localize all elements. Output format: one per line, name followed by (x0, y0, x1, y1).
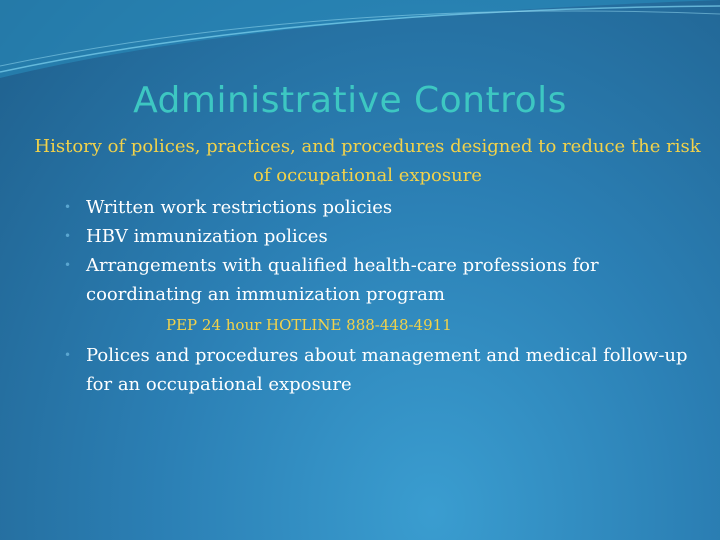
list-item (64, 193, 704, 222)
bullet-text: HBV immunization polices (86, 226, 328, 247)
slide-title: Administrative Controls (133, 80, 567, 121)
bullet-icon: • (64, 200, 72, 214)
slide-subtitle: History of polices, practices, and procedures designed to reduce the risk of occupational exposure (34, 136, 701, 186)
bullet-list (64, 193, 704, 399)
bullet-text: Written work restrictions policies (86, 197, 393, 218)
bullet-text: Polices and procedures about management and medical follow-up for an occupational exposure (86, 345, 688, 395)
bullet-icon: • (64, 258, 72, 272)
hotline-text: PEP 24 hour HOTLINE 888-448-4911 (166, 316, 452, 334)
list-item (64, 341, 704, 399)
header-swoosh-decoration (0, 0, 720, 90)
list-item (64, 251, 704, 309)
bullet-icon: • (64, 348, 72, 362)
bullet-icon: • (64, 229, 72, 243)
bullet-text: Arrangements with qualified health-care professions for coordinating an immunization program (86, 255, 599, 305)
list-item (64, 222, 704, 251)
hotline-line (64, 309, 704, 341)
